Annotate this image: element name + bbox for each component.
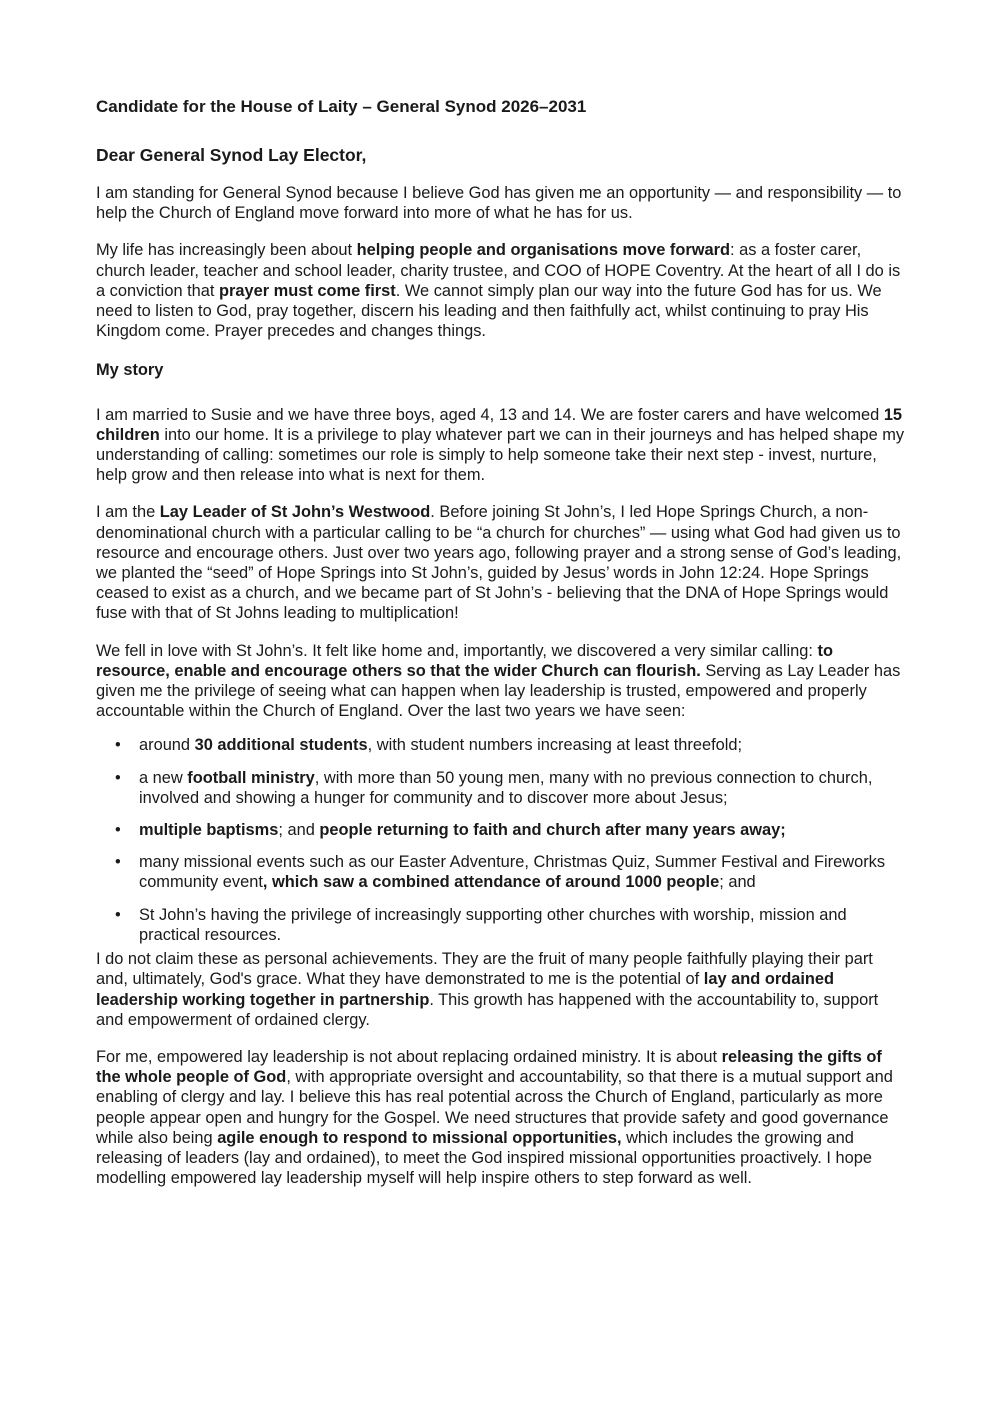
list-item — [96, 852, 908, 892]
bold-text: multiple baptisms — [139, 821, 279, 840]
paragraph-st-johns — [96, 641, 908, 722]
bold-text: football ministry — [187, 768, 315, 787]
paragraph-lay-leader — [96, 502, 908, 623]
text-span: I am married to Susie and we have three boys, aged 4, 13 and 14. We are foster carers and have welcomed — [96, 405, 884, 424]
page-title: Candidate for the House of Laity – General Synod 2026–2031 — [96, 97, 587, 116]
text-span: We fell in love with St John’s. It felt like home and, importantly, we discovered a very similar calling: — [96, 641, 818, 660]
salutation: Dear General Synod Lay Elector, — [96, 145, 367, 165]
bullet-icon: • — [115, 905, 121, 924]
paragraph-family — [96, 405, 908, 486]
text-span: For me, empowered lay leadership is not about replacing ordained ministry. It is about — [96, 1047, 722, 1066]
text-span: Serving as Lay Leader has given me the privilege of seeing what can happen when lay leadership is trusted, empowered and properly accountable within the Church of England. Over the last two years we have seen: — [96, 661, 901, 721]
bold-text: lay and ordained leadership working together in partnership — [96, 970, 835, 1009]
achievements-list — [96, 735, 908, 945]
letter-page — [96, 96, 908, 1188]
bullet-icon: • — [115, 768, 121, 787]
bold-text: releasing the gifts of the whole people of God — [96, 1047, 882, 1087]
text-span: , with appropriate oversight and accountability, so that there is a mutual support and enabling of clergy and lay. I believe this has real potential across the Church of England, particularly as more people appear open and hungry for the Gospel. We need structures that provide safety and good governance while also being — [96, 1068, 893, 1147]
bold-text: people returning to faith and church after many years away; — [319, 821, 786, 840]
bold-text: 15 children — [96, 405, 903, 444]
text-span: into our home. It is a privilege to play whatever part we can in their journeys and has helped shape my understanding of calling: sometimes our role is simply to help someone take their next step - invest, nurture, help grow and then release into what is next for them. — [96, 425, 905, 485]
bullet-icon: • — [115, 821, 121, 840]
list-item — [96, 768, 908, 808]
paragraph-achievements — [96, 949, 908, 1030]
bullet-icon: • — [115, 736, 121, 755]
text-span: a new — [139, 768, 188, 787]
list-item — [96, 735, 908, 755]
text-span: many missional events such as our Easter Adventure, Christmas Quiz, Summer Festival and Fireworks community event — [139, 853, 886, 892]
bold-text: prayer must come first — [219, 281, 396, 300]
text-span: I do not claim these as personal achievements. They are the fruit of many people faithfully playing their part and, ultimately, God's grace. What they have demonstrated to me is the potential of — [96, 950, 873, 989]
bold-text: to resource, enable and encourage others so that the wider Church can flourish. — [96, 641, 833, 680]
bold-text: helping people and organisations move forward — [356, 241, 730, 260]
text-span: ; and — [278, 821, 320, 840]
text-span: ; and — [719, 873, 756, 892]
intro-paragraph: I am standing for General Synod because I believe God has given me an opportunity — and responsibility — to help the Church of England move forward into more of what he has for us. — [96, 184, 902, 223]
list-item — [96, 905, 908, 945]
text-span: which includes the growing and releasing of leaders (lay and ordained), to meet the God inspired missional opportunities proactively. I hope modelling empowered lay leadership myself will help inspire others to step forward as well. — [96, 1128, 872, 1188]
bold-text: 30 additional students — [194, 736, 368, 755]
text-span: . We cannot simply plan our way into the future God has for us. We need to listen to God, pray together, discern his leading and then faithfully act, whilst continuing to pray His Kingdom come. Prayer precedes and changes things. — [96, 281, 882, 341]
text-span: around — [139, 736, 195, 755]
text-span: : as a foster carer, church leader, teacher and school leader, charity trustee, and COO of HOPE Coventry. At the heart of all I do is a conviction that — [96, 241, 901, 300]
text-span: My life has increasingly been about — [96, 241, 357, 260]
bold-text: , which saw a combined attendance of around 1000 people — [262, 873, 720, 892]
bold-text: agile enough to respond to missional opportunities, — [217, 1128, 622, 1147]
list-item — [96, 820, 908, 840]
section-heading-my-story: My story — [96, 361, 164, 380]
text-span: , with student numbers increasing at least threefold; — [367, 736, 743, 755]
bullet-icon: • — [115, 853, 121, 872]
paragraph-empowered-leadership — [96, 1047, 908, 1188]
text-span: , with more than 50 young men, many with no previous connection to church, involved and showing a hunger for community and to discover more about Jesus; — [139, 768, 873, 807]
bold-text: Lay Leader of St John’s Westwood — [159, 503, 431, 522]
text-span: . This growth has happened with the accountability to, support and empowerment of ordained clergy. — [96, 990, 879, 1029]
paragraph-life — [96, 240, 908, 341]
text-span: I am the — [96, 503, 160, 522]
text-span: . Before joining St John’s, I led Hope Springs Church, a non-denominational church with a particular calling to be “a church for churches” — using what God had given us to resource and encourage others. Just over two years ago, following prayer and a strong sense of God’s leading, we planted the “seed” of Hope Springs into St John’s, guided by Jesus’ words in John 12:24. Hope Springs ceased to exist as a church, and we became part of St John’s - believing that the DNA of Hope Springs would fuse with that of St Johns leading to multiplication! — [96, 503, 902, 623]
text-span: St John’s having the privilege of increasingly supporting other churches with worship, mission and practical resources. — [139, 905, 847, 944]
